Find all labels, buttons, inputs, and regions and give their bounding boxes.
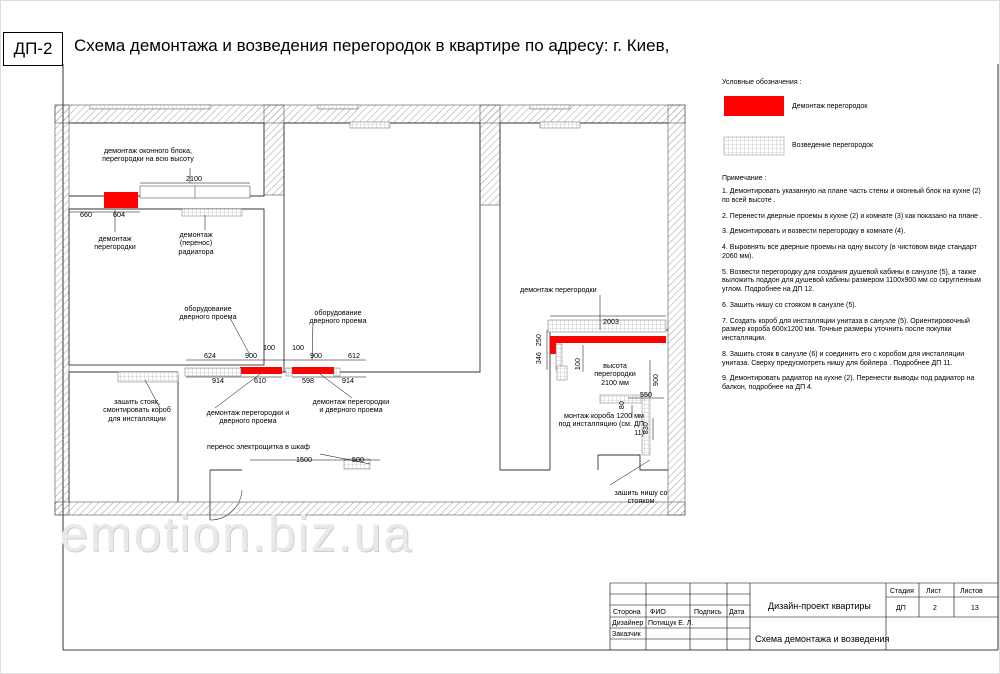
dim-2003: 2003	[603, 317, 619, 326]
tb-col-sheet: Лист	[926, 588, 942, 595]
tb-project: Дизайн-проект квартиры	[768, 601, 871, 611]
dim-2100: 2100	[186, 174, 202, 183]
label-box-mount: монтаж короба 1200 мм под инсталляцию (см. ДП 11)	[558, 411, 644, 437]
tb-row-sign: Подпись	[694, 609, 722, 616]
label-demolish-door-right: демонтаж перегородки и дверного проема	[312, 397, 390, 415]
label-partition-demolish-right: демонтаж перегородки	[520, 285, 597, 294]
dim-1500: 1500	[296, 455, 312, 464]
dim-610: 610	[254, 376, 266, 385]
tb-col-sheets: Листов	[960, 588, 983, 595]
notes-list	[722, 188, 990, 400]
note-item: 6. Зашить нишу со стояком в санузле (5).	[722, 301, 857, 309]
note-item: 8. Зашить стояк в санузле (6) и соединить его с коробом для инсталляции унитаза. Сверху предусмотреть нишу для бойлера . Подробнее ДП 11.	[722, 350, 965, 367]
dim-250: 250	[533, 334, 543, 347]
tb-col-stage: Стадия	[890, 588, 914, 595]
tb-stage: ДП	[896, 605, 906, 612]
dim-900-left: 900	[245, 351, 257, 360]
dim-830: 830	[640, 422, 650, 435]
dim-914-right: 914	[342, 376, 354, 385]
dim-550: 550	[640, 390, 652, 399]
note-item: 7. Создать короб для инсталляции унитаза в санузле (5). Ориентировочный размер короба 600х1200 мм. Точные размеры уточнить после покупки инсталляции.	[722, 317, 970, 342]
dim-914-left: 914	[212, 376, 224, 385]
demolish-block-door-left	[240, 367, 282, 374]
dim-660: 660	[80, 210, 92, 219]
sheet-code: ДП-2	[3, 32, 63, 66]
tb-row-side: Сторона	[613, 609, 641, 616]
label-door-equip-right: оборудование дверного проема	[309, 308, 367, 326]
dim-100-left: 100	[263, 343, 275, 352]
tb-sheet-name: Схема демонтажа и возведения	[755, 634, 890, 644]
dim-100-right: 100	[292, 343, 304, 352]
dim-500: 500	[352, 455, 364, 464]
note-item: 5. Возвести перегородку для создания душевой кабины в санузле (5), а также выложить поддон для душевой кабины размером 1100х900 мм со скругленным углом. Подробнее на ДП 12.	[722, 268, 981, 293]
note-item: 1. Демонтировать указанную на плане часть стены и оконный блок на кухне (2) по всей высоте .	[722, 188, 981, 204]
sheet-title: Схема демонтажа и возведения перегородок в квартире по адресу: г. Киев,	[74, 36, 670, 55]
label-window-demolish: демонтаж оконного блока, перегородки на всю высоту	[102, 146, 194, 164]
dim-604: 604	[113, 210, 125, 219]
dim-80: 80	[616, 401, 626, 410]
label-panel-move: перенос электрощитка в шкаф	[207, 442, 310, 451]
note-item: 9. Демонтировать радиатор на кухне (2). Перенести выводы под радиатор на балкон, подробнее на ДП 4.	[722, 375, 975, 391]
dim-100-bath: 100	[572, 358, 582, 371]
legend-label-demolish: Демонтаж перегородок	[792, 103, 868, 110]
label-niche-right: зашить нишу со стояком	[614, 488, 668, 506]
tb-row-customer: Заказчик	[612, 631, 641, 638]
legend-label-build: Возведение перегородок	[792, 142, 874, 149]
tb-row-date: Дата	[729, 609, 745, 616]
label-partition-height: высота перегородки 2100 мм	[594, 361, 636, 387]
dim-598: 598	[302, 376, 314, 385]
tb-sheet-no: 2	[933, 605, 937, 612]
legend-swatch-build	[724, 137, 784, 155]
label-riser-left: зашить стояк, смонтировать короб для инсталляции	[103, 397, 171, 423]
dim-612: 612	[348, 351, 360, 360]
label-radiator: демонтаж (перенос) радиатора	[178, 230, 214, 256]
demolish-block-bath	[550, 336, 666, 343]
demolish-block-kitchen	[104, 192, 138, 208]
label-demolish-door-left: демонтаж перегородки и дверного проема	[206, 408, 290, 426]
dim-900-bath: 900	[650, 374, 660, 387]
watermark: emotion.biz.ua	[60, 506, 414, 562]
label-door-equip-left: оборудование дверного проема	[179, 304, 237, 322]
dim-900-right: 900	[310, 351, 322, 360]
tb-row-designer: Дизайнер	[612, 620, 644, 627]
demolish-block-door-right	[292, 367, 334, 374]
tb-designer-name: Потищук Е. Л.	[648, 620, 694, 627]
note-item: 3. Демонтировать и возвести перегородку в комнате (4).	[722, 228, 906, 236]
tb-row-fio: ФИО	[650, 609, 666, 616]
legend-heading: Условные обозначения :	[722, 79, 802, 86]
label-partition-demolish-left: демонтаж перегородки	[94, 234, 136, 252]
legend-swatch-demolish	[724, 96, 784, 116]
note-item: 2. Перенести дверные проемы в кухне (2) и комнате (3) как показано на плане .	[722, 212, 982, 220]
dim-624: 624	[204, 351, 216, 360]
note-item: 4. Выровнять все дверные проемы на одну высоту (в чистовом виде стандарт 2060 мм).	[722, 244, 977, 260]
notes-heading: Примечание :	[722, 175, 767, 182]
floor-plan	[55, 105, 685, 520]
dim-346: 346	[533, 352, 543, 365]
tb-sheets-total: 13	[971, 605, 979, 612]
